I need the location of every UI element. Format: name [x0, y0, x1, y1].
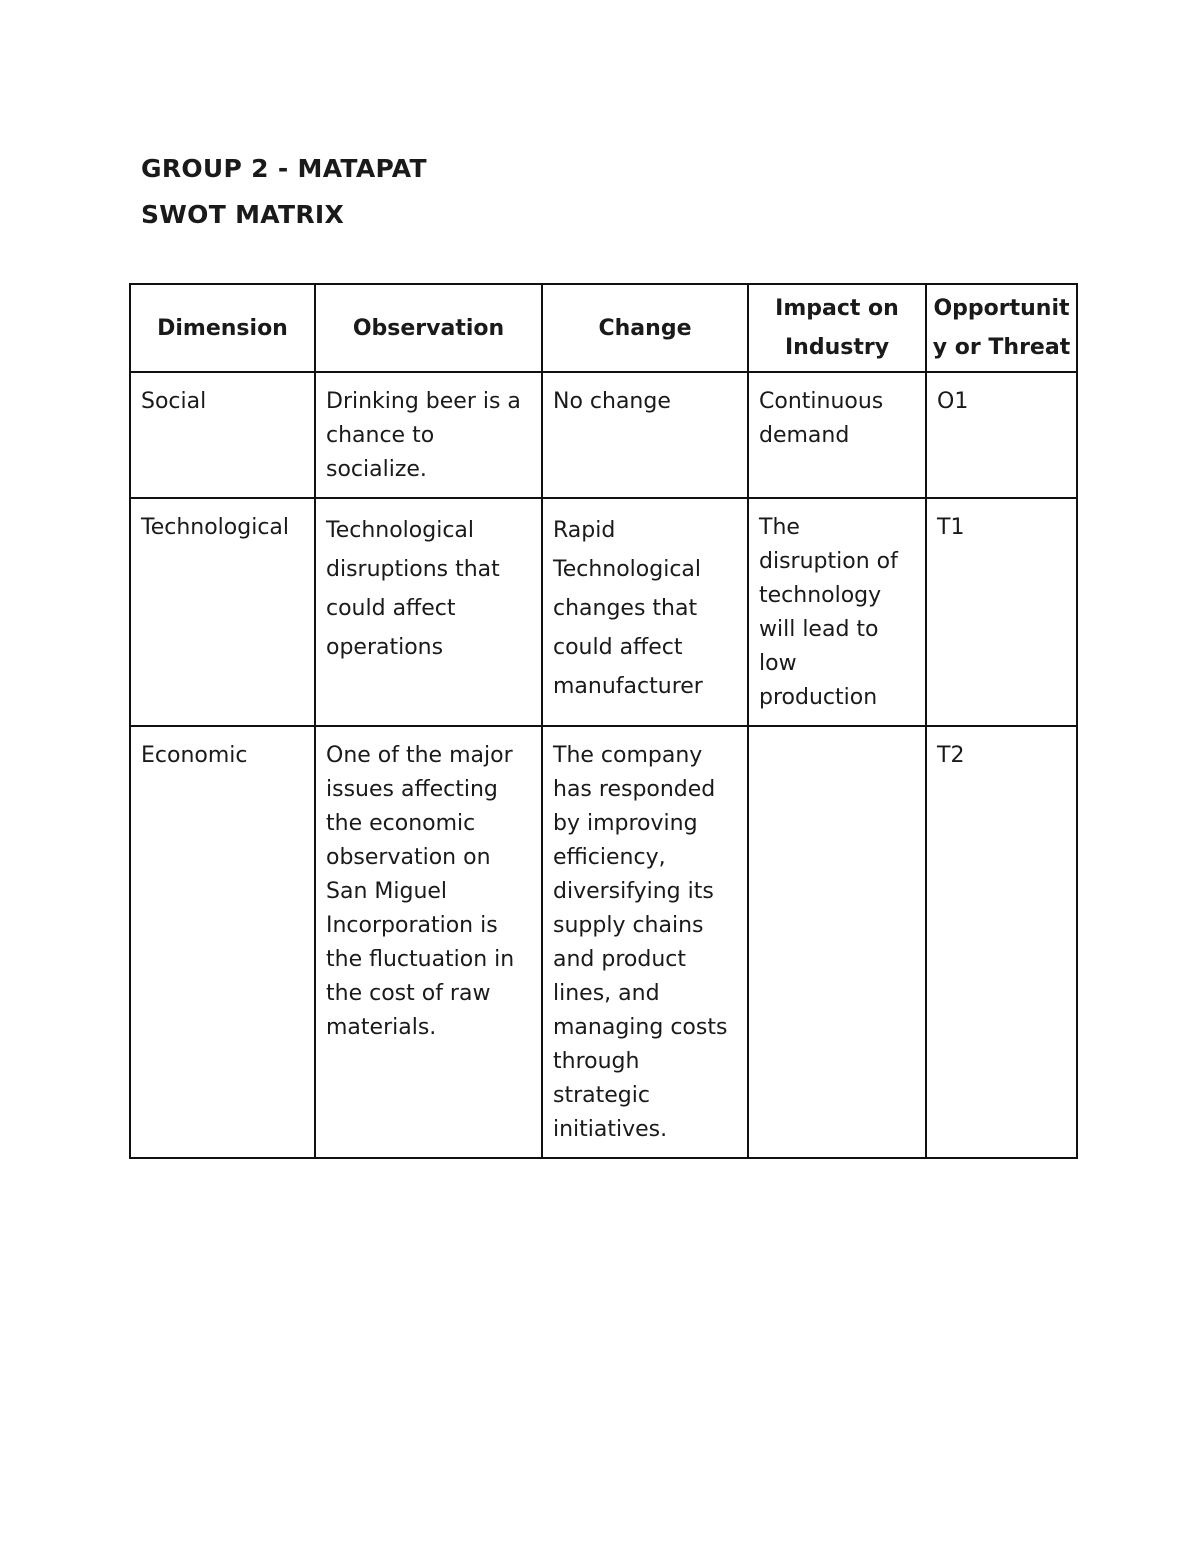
cell-change: No change	[542, 372, 748, 498]
cell-classification: T1	[926, 498, 1077, 726]
table-row	[130, 726, 1077, 1158]
cell-impact: The disruption of technology will lead to low production	[748, 498, 926, 726]
cell-change: Rapid Technological changes that could affect manufacturer	[542, 498, 748, 726]
header-dimension: Dimension	[130, 284, 315, 372]
header-impact: Impact on Industry	[748, 284, 926, 372]
matrix-title: SWOT MATRIX	[141, 200, 345, 229]
header-change: Change	[542, 284, 748, 372]
cell-impact	[748, 726, 926, 1158]
cell-dimension: Technological	[130, 498, 315, 726]
table-header-row	[130, 284, 1077, 372]
document-header	[141, 146, 427, 238]
cell-classification: T2	[926, 726, 1077, 1158]
group-title: GROUP 2 - MATAPAT	[141, 154, 427, 183]
cell-impact: Continuous demand	[748, 372, 926, 498]
cell-observation: Drinking beer is a chance to socialize.	[315, 372, 542, 498]
cell-dimension: Economic	[130, 726, 315, 1158]
cell-change: The company has responded by improving efficiency, diversifying its supply chains and product lines, and managing costs through strategic initiatives.	[542, 726, 748, 1158]
table-row	[130, 498, 1077, 726]
header-opportunity-threat: Opportunity or Threat	[926, 284, 1077, 372]
cell-dimension: Social	[130, 372, 315, 498]
cell-observation: Technological disruptions that could affect operations	[315, 498, 542, 726]
cell-observation: One of the major issues affecting the economic observation on San Miguel Incorporation is the fluctuation in the cost of raw materials.	[315, 726, 542, 1158]
cell-classification: O1	[926, 372, 1077, 498]
swot-matrix-table	[129, 283, 1078, 1159]
header-observation: Observation	[315, 284, 542, 372]
table-row	[130, 372, 1077, 498]
